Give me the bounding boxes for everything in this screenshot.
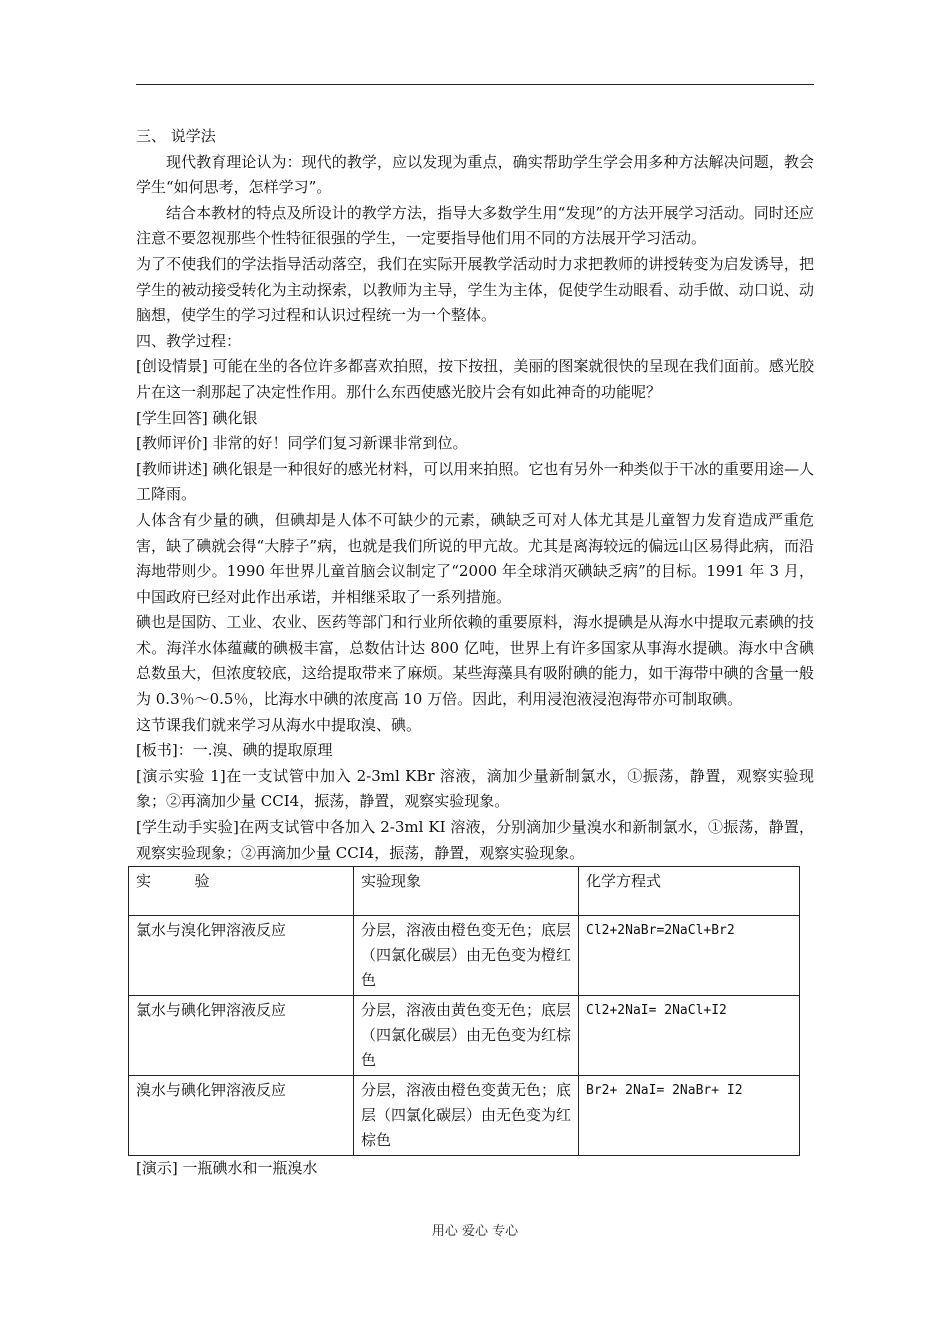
experiment-table (128, 866, 800, 1156)
paragraph: [演示] 一瓶碘水和一瓶溴水 (136, 1159, 318, 1178)
table-header-cell: 实验现象 (354, 867, 579, 916)
table-cell: 溴水与碘化钾溶液反应 (129, 1076, 354, 1156)
table-cell: 氯水与溴化钾溶液反应 (129, 916, 354, 996)
table-row (129, 916, 800, 996)
section-4-heading: 四、教学过程： (136, 331, 242, 350)
page-footer: 用心 爱心 专心 (431, 1224, 519, 1239)
paragraph: 这节课我们就来学习从海水中提取溴、碘。 (136, 715, 422, 734)
paragraph: 结合本教材的特点及所设计的教学方法，指导大多数学生用“发现”的方法开展学习活动。同时还应注意不要忽视那些个性特征很强的学生，一定要指导他们用不同的方法展开学习活动。 (136, 203, 814, 248)
paragraph: [教师讲述] 碘化银是一种很好的感光材料，可以用来拍照。它也有另外一种类似于干冰的重要用途—人工降雨。 (136, 459, 814, 504)
paragraph: 现代教育理论认为：现代的教学，应以发现为重点，确实帮助学生学会用多种方法解决问题，教会学生“如何思考，怎样学习”。 (136, 152, 814, 197)
table-header-cell: 实验 (129, 867, 354, 916)
paragraph: 碘也是国防、工业、农业、医药等部门和行业所依赖的重要原料，海水提碘是从海水中提取元素碘的技术。海洋水体蕴藏的碘极丰富，总数估计达 800 亿吨，世界上有许多国家从事海水提碘。海水中含碘总数虽大，但浓度较底，这给提取带来了麻烦。某些海藻具有吸附碘的能力，如干海带中碘的含量一般为 0.3％～0.5％，比海水中碘的浓度高 10 万倍。因此，利用浸泡液浸泡海带亦可制取碘。 (136, 613, 814, 709)
board-note: [板书]：一.溴、碘的提取原理 (136, 741, 333, 760)
header-rule (136, 84, 814, 85)
paragraph: [学生回答] 碘化银 (136, 408, 258, 427)
table-cell: Cl2+2NaBr=2NaCl+Br2 (579, 916, 800, 996)
paragraph: [教师评价] 非常的好！同学们复习新课非常到位。 (136, 434, 468, 453)
paragraph: 人体含有少量的碘，但碘却是人体不可缺少的元素，碘缺乏可对人体尤其是儿童智力发育造成严重危害，缺了碘就会得“大脖子”病，也就是我们所说的甲亢故。尤其是离海较远的偏远山区易得此病，而沿海地带则少。1990 年世界儿童首脑会议制定了“2000 年全球消灭碘缺乏病”的目标。1991 年 3 月，中国政府已经对此作出承诺，并相继采取了一系列措施。 (136, 510, 814, 606)
table-cell: 分层，溶液由橙色变黄无色；底层（四氯化碳层）由无色变为红棕色 (354, 1076, 579, 1156)
table-cell: 分层，溶液由黄色变无色；底层（四氯化碳层）由无色变为红棕色 (354, 996, 579, 1076)
table-row (129, 1076, 800, 1156)
table-header-row (129, 867, 800, 916)
table-row (129, 996, 800, 1076)
section-3-heading: 三、 说学法 (136, 127, 216, 145)
document-body (136, 124, 814, 1182)
table-cell: Br2+ 2NaI= 2NaBr+ I2 (579, 1076, 800, 1156)
paragraph: 为了不使我们的学法指导活动落空，我们在实际开展教学活动时力求把教师的讲授转变为启发诱导，把学生的被动接受转化为主动探索，以教师为主导，学生为主体，促使学生动眼看、动手做、动口说、动脑想，使学生的学习过程和认识过程统一为一个整体。 (136, 254, 814, 325)
table-cell: 分层，溶液由橙色变无色；底层（四氯化碳层）由无色变为橙红色 (354, 916, 579, 996)
paragraph: [演示实验 1]在一支试管中加入 2-3ml KBr 溶液，滴加少量新制氯水，①振荡，静置，观察实验现象；②再滴加少量 CCI4，振荡，静置，观察实验现象。 (136, 766, 814, 811)
paragraph: [学生动手实验]在两支试管中各加入 2-3ml KI 溶液，分别滴加少量溴水和新制氯水，①振荡，静置，观察实验现象；②再滴加少量 CCI4，振荡，静置，观察实验现象。 (136, 818, 814, 862)
paragraph: [创设情景] 可能在坐的各位许多都喜欢拍照，按下按扭，美丽的图案就很快的呈现在我们面前。感光胶片在这一刹那起了决定性作用。那什么东西使感光胶片会有如此神奇的功能呢？ (136, 357, 814, 401)
table-cell: Cl2+2NaI= 2NaCl+I2 (579, 996, 800, 1076)
table-header-cell: 化学方程式 (579, 867, 800, 916)
table-cell: 氯水与碘化钾溶液反应 (129, 996, 354, 1076)
